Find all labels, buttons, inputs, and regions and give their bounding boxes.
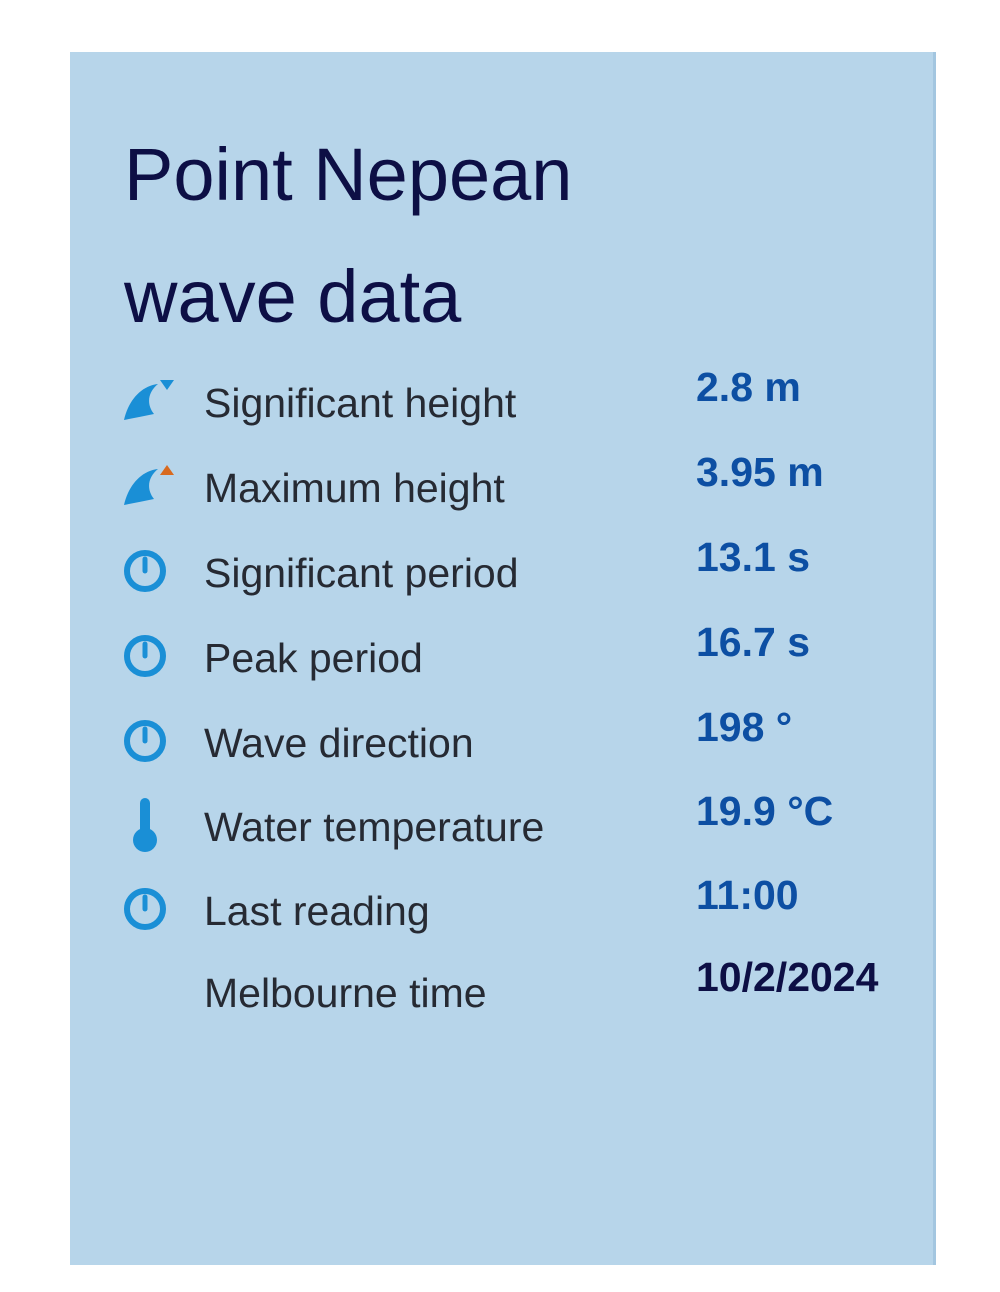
clock-icon bbox=[122, 629, 176, 683]
page-title bbox=[124, 114, 572, 358]
peak-period-value: 16.7 s bbox=[696, 619, 810, 665]
last-reading-label: Last reading bbox=[204, 888, 430, 934]
row-wave-direction bbox=[70, 704, 933, 798]
row-significant-period bbox=[70, 534, 933, 628]
clock-icon bbox=[122, 882, 176, 936]
significant-height-label: Significant height bbox=[204, 380, 517, 426]
wave-up-icon bbox=[122, 459, 176, 513]
title-line-2: wave data bbox=[124, 255, 462, 338]
last-reading-date: 10/2/2024 bbox=[696, 954, 879, 1000]
significant-period-value: 13.1 s bbox=[696, 534, 810, 580]
maximum-height-value: 3.95 m bbox=[696, 449, 824, 495]
melbourne-time-label: Melbourne time bbox=[204, 970, 487, 1016]
significant-period-label: Significant period bbox=[204, 550, 519, 596]
clock-icon bbox=[122, 544, 176, 598]
wave-direction-label: Wave direction bbox=[204, 720, 474, 766]
row-maximum-height bbox=[70, 449, 933, 543]
title-line-1: Point Nepean bbox=[124, 133, 573, 216]
water-temperature-value: 19.9 °C bbox=[696, 788, 834, 834]
peak-period-label: Peak period bbox=[204, 635, 423, 681]
wave-direction-value: 198 ° bbox=[696, 704, 793, 750]
row-significant-height bbox=[70, 364, 933, 458]
row-peak-period bbox=[70, 619, 933, 713]
row-water-temperature bbox=[70, 788, 933, 882]
clock-icon bbox=[122, 714, 176, 768]
maximum-height-label: Maximum height bbox=[204, 465, 505, 511]
last-reading-time: 11:00 bbox=[696, 872, 799, 918]
significant-height-value: 2.8 m bbox=[696, 364, 801, 410]
row-melbourne-time bbox=[70, 954, 933, 1048]
thermometer-icon bbox=[122, 798, 176, 852]
wave-data-card bbox=[70, 52, 936, 1265]
wave-down-icon bbox=[122, 374, 176, 428]
water-temperature-label: Water temperature bbox=[204, 804, 545, 850]
